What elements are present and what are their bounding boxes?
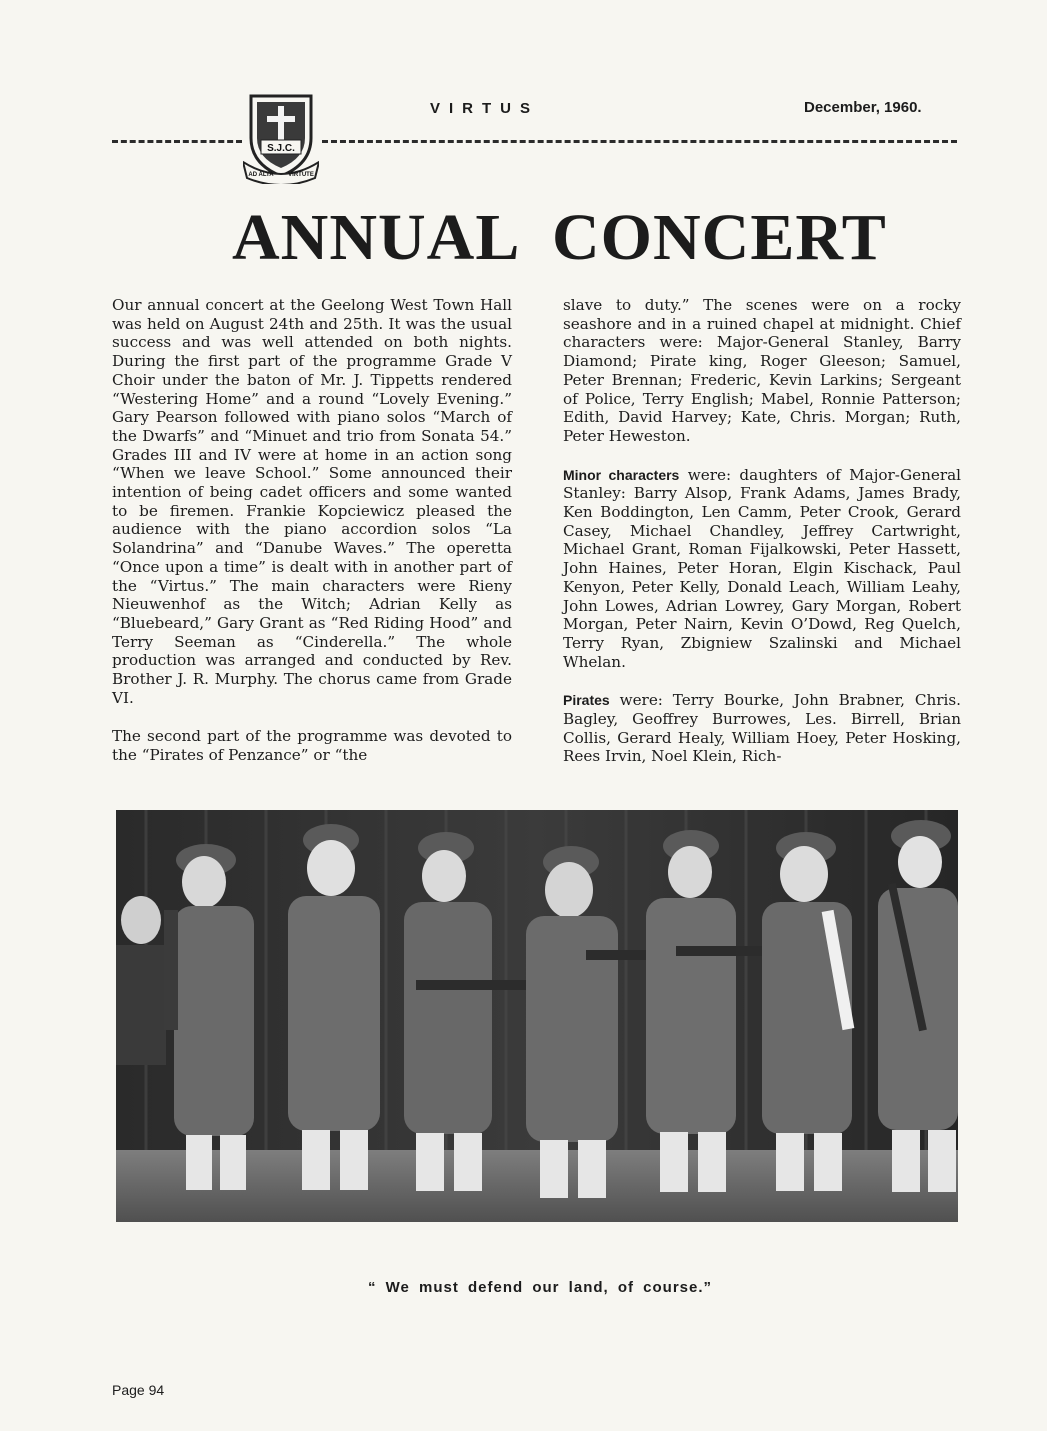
- issue-date: December, 1960.: [804, 99, 922, 116]
- school-crest-icon: [243, 88, 319, 184]
- soldier-boys-photo-illustration: [116, 810, 958, 1222]
- article-paragraph: The second part of the programme was devoted to the “Pirates of Penzance” or “the: [112, 727, 512, 765]
- article-column-right: [563, 296, 961, 787]
- pirates-text: were: Terry Bourke, John Brabner, Chris. Bagley, Geoffrey Burrowes, Les. Birrell, Brian Collis, Gerard Healy, William Hoey, Peter Hosking, Rees Irvin, Noel Klein, Rich-: [563, 691, 961, 766]
- header-rule-right: [322, 140, 957, 143]
- article-column-left: [112, 296, 512, 786]
- pirates-label: Pirates: [563, 692, 610, 709]
- article-title-word-1: ANNUAL: [232, 201, 521, 274]
- magazine-name: VIRTUS: [430, 100, 540, 117]
- crest-initials: S.J.C.: [267, 143, 295, 154]
- page-header: [0, 0, 1047, 200]
- minor-characters-text: were: daughters of Major-General Stanley: Barry Alsop, Frank Adams, James Brady, Ken Boddington, Len Camm, Peter Crook, Gerard Casey, Michael Chandley, Jeffrey Cartwright, Michael Grant, Roman Fijalkowski, Peter Hassett, John Haines, Peter Horan, Elgin Kischack, Paul Kenyon, Peter Kelly, Donald Leach, William Leahy, John Lowes, Adrian Lowrey, Gary Morgan, Robert Morgan, Peter Nairn, Kevin O’Dowd, Reg Quelch, Terry Ryan, Zbigniew Szalinski and Michael Whelan.: [563, 465, 962, 671]
- article-title-word-2: CONCERT: [552, 201, 887, 274]
- minor-characters-label: Minor characters: [563, 466, 680, 483]
- article-paragraph: Our annual concert at the Geelong West Town Hall was held on August 24th and 25th. It was the usual success and was well attended on both nights. During the first part of the programme Grade V Choir under the baton of Mr. J. Tippetts rendered “Westering Home” and a round “Lovely Evening.” Gary Pearson followed with piano solos “March of the Dwarfs” and “Minuet and trio from Sonata 54.” Grades III and IV were at home in an action song “When we leave School.” Some announced their intention of being cadet officers and some wanted to be firemen. Frankie Kopciewicz pleased the audience with the piano accordion solos “La Solandrina” and “Danube Waves.” The operetta “Once upon a time” is dealt with in another part of the “Virtus.” The main characters were Rieny Nieuwenhof as the Witch; Adrian Kelly as “Bluebeard,” Gary Grant as “Red Riding Hood” and Terry Seeman as “Cinderella.” The whole production was arranged and conducted by Rev. Brother J. R. Murphy. The chorus came from Grade VI.: [112, 296, 512, 707]
- crest-motto-left: AD ALTA: [248, 172, 274, 178]
- page-number: Page 94: [112, 1382, 165, 1398]
- concert-photo: [116, 810, 958, 1222]
- crest-motto-right: VIRTUTE: [288, 172, 314, 178]
- article-paragraph: slave to duty.” The scenes were on a rocky seashore and in a ruined chapel at midnight. Chief characters were: Major-General Stanley, Barry Diamond; Pirate king, Roger Gleeson; Samuel, Peter Brennan; Frederic, Kevin Larkins; Sergeant of Police, Terry English; Mabel, Ronnie Patterson; Edith, David Harvey; Kate, Chris. Morgan; Ruth, Peter Heweston.: [563, 296, 961, 445]
- header-rule-left: [112, 140, 242, 143]
- pirates-paragraph: [563, 691, 961, 766]
- minor-characters-paragraph: [563, 466, 961, 672]
- photo-caption: “ We must defend our land, of course.”: [367, 1279, 713, 1296]
